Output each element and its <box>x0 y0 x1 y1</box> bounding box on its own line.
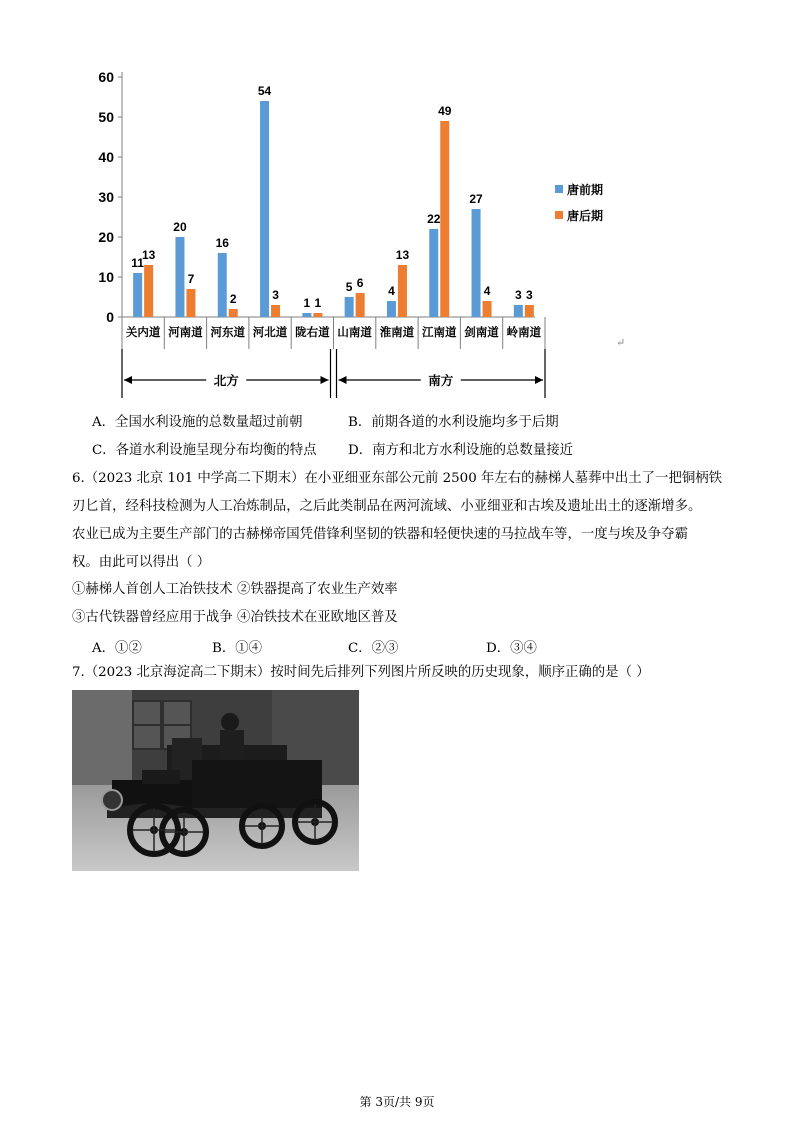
q6-option-d: D．③④ <box>486 641 537 656</box>
data-label: 16 <box>215 236 229 250</box>
y-tick-label: 30 <box>98 189 114 205</box>
q6-stem-line-4: 权。由此可以得出（ ） <box>72 555 211 570</box>
data-label: 13 <box>141 248 156 262</box>
y-tick-label: 60 <box>98 69 114 85</box>
category-label: 岭南道 <box>506 327 542 339</box>
bar-early-tang <box>133 273 142 317</box>
data-label: 3 <box>515 288 522 302</box>
bar-late-tang <box>144 265 153 317</box>
bar-late-tang <box>186 289 195 317</box>
bar-late-tang <box>525 305 534 317</box>
legend-swatch <box>555 185 563 193</box>
bar-late-tang <box>229 309 238 317</box>
bar-early-tang <box>387 301 396 317</box>
legend-label: 唐后期 <box>567 209 604 223</box>
q5-option-a: A．全国水利设施的总数量超过前朝 <box>92 415 303 430</box>
data-label: 20 <box>173 220 187 234</box>
bar-early-tang <box>302 313 311 317</box>
data-label: 3 <box>526 288 533 302</box>
category-label: 山南道 <box>337 327 372 339</box>
group-arrow-head <box>535 376 543 384</box>
data-label: 4 <box>483 284 491 298</box>
bar-early-tang <box>175 237 184 317</box>
q6-stem-line-2: 刃匕首，经科技检测为人工冶炼制品，之后此类制品在两河流域、小亚细亚和古埃及遗址出土的逐渐增多。 <box>72 499 702 514</box>
q6-stem-line-3: 农业已成为主要生产部门的古赫梯帝国凭借锋利坚韧的铁器和轻便快速的马拉战车等，一度与埃及争夺霸 <box>72 527 688 542</box>
category-label: 江南道 <box>422 327 457 339</box>
group-arrow-head <box>124 376 132 384</box>
q7-stem: 7.（2023 北京海淀高二下期末）按时间先后排列下列图片所反映的历史现象，顺序正确的是（ ） <box>72 665 650 680</box>
category-label: 淮南道 <box>379 327 415 339</box>
q6-statements-1: ①赫梯人首创人工冶铁技术 ②铁器提高了农业生产效率 <box>72 582 398 597</box>
q5-option-b: B．前期各道的水利设施均多于后期 <box>348 415 559 430</box>
data-label: 4 <box>388 284 395 298</box>
data-label: 22 <box>427 212 441 226</box>
category-label: 剑南道 <box>464 327 499 339</box>
category-label: 河北道 <box>252 327 288 339</box>
q6-statements-2: ③古代铁器曾经应用于战争 ④冶铁技术在亚欧地区普及 <box>72 610 398 625</box>
q6-option-a: A．①② <box>92 641 142 656</box>
data-label: 11 <box>131 256 144 270</box>
data-label: 13 <box>395 248 410 262</box>
category-label: 陇右道 <box>295 327 330 339</box>
legend-label: 唐前期 <box>567 183 604 197</box>
bar-early-tang <box>514 305 523 317</box>
data-label: 1 <box>303 296 311 310</box>
q6-option-c: C．②③ <box>348 641 399 656</box>
data-label: 54 <box>257 84 272 98</box>
data-label: 1 <box>314 296 322 310</box>
q5-option-c: C．各道水利设施呈现分布均衡的特点 <box>92 443 317 458</box>
y-tick-label: 0 <box>106 309 114 325</box>
q6-option-b: B．①④ <box>212 641 263 656</box>
page-footer: 第 3页/共 9页 <box>359 1095 435 1109</box>
y-tick-label: 40 <box>98 149 114 165</box>
bar-late-tang <box>398 265 407 317</box>
paragraph-mark: ↵ <box>616 336 626 349</box>
category-label: 关内道 <box>125 327 161 339</box>
group-label: 南方 <box>428 374 454 388</box>
bar-early-tang <box>429 229 438 317</box>
data-label: 7 <box>187 272 195 286</box>
bar-late-tang <box>313 313 322 317</box>
bar-early-tang <box>260 101 269 317</box>
group-arrow-head <box>321 376 329 384</box>
bar-early-tang <box>218 253 227 317</box>
water-facilities-bar-chart <box>80 62 640 407</box>
data-label: 27 <box>469 192 483 206</box>
legend-swatch <box>555 211 563 219</box>
bar-early-tang <box>345 297 354 317</box>
bar-late-tang <box>440 121 449 317</box>
y-tick-label: 10 <box>98 269 114 285</box>
model-t-car-photo <box>72 690 359 871</box>
data-label: 49 <box>438 104 452 118</box>
y-tick-label: 20 <box>98 229 114 245</box>
y-tick-label: 50 <box>98 109 114 125</box>
data-label: 6 <box>356 276 364 290</box>
data-label: 3 <box>272 288 279 302</box>
q5-option-d: D．南方和北方水利设施的总数量接近 <box>348 443 573 458</box>
data-label: 2 <box>229 292 237 306</box>
group-arrow-head <box>339 376 347 384</box>
bar-late-tang <box>483 301 492 317</box>
data-label: 5 <box>345 280 353 294</box>
group-label: 北方 <box>213 374 239 388</box>
bar-late-tang <box>271 305 280 317</box>
q6-stem-line-1: 6.（2023 北京 101 中学高二下期末）在小亚细亚东部公元前 2500 年左右的赫梯人墓葬中出土了一把铜柄铁 <box>72 471 723 486</box>
bar-late-tang <box>356 293 365 317</box>
category-label: 河东道 <box>210 327 245 339</box>
bar-early-tang <box>472 209 481 317</box>
category-label: 河南道 <box>168 327 203 339</box>
